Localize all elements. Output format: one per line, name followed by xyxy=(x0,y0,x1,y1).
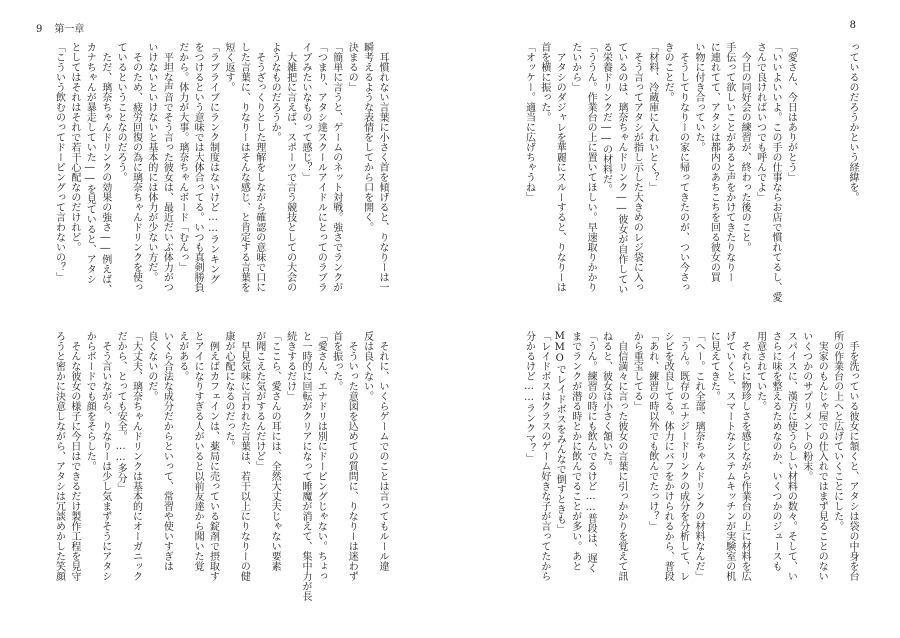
text-line: 手伝って欲しいことがあると声をかけてきたりなりー xyxy=(723,42,735,282)
text-line: と一時的に回転がクリアになって睡魔が消えて、集中力が長 xyxy=(299,331,311,601)
text-line: さんで良ければいつでも呼んでよ」 xyxy=(754,42,766,202)
text-line: 「オッケー。適当に広げちゃうね」 xyxy=(523,42,535,202)
text-line: カナちゃんが暴走していた――を見ていると、アタシ xyxy=(84,42,96,284)
text-line: さらに味を整えるためなのか、いくつかのジュースも xyxy=(769,331,781,571)
text-line: した言葉に、りなりーはそんな感じ、と肯定する言葉を xyxy=(238,42,250,292)
text-line: 平坦な声音でそう言った彼女は、最近だいぶ体力がつ xyxy=(161,42,173,292)
right-page-lower-text xyxy=(488,331,860,605)
text-line: 短く返す。 xyxy=(222,42,234,92)
text-line: 用意されていた。 xyxy=(754,331,766,411)
text-line: からボードでも顔をそらした。 xyxy=(84,331,96,471)
text-line: 決まるの」 xyxy=(346,42,358,92)
text-line: そのため、疲労回復の為に璃奈ちゃんドリンクを使っ xyxy=(130,42,142,292)
text-line: 「レイドボスはクラスのゲーム好きな子が言ってたから xyxy=(538,331,550,581)
text-line: それらに物珍しさを感じながら作業台の上に材料を広 xyxy=(739,331,751,581)
text-line: 耳慣れない言葉に小さく首を傾げると、りなりーは一 xyxy=(377,42,388,292)
chapter-title: 第一章 xyxy=(54,24,85,35)
text-line: MMOでレイドボスをみんなで倒すときも」 xyxy=(554,331,566,534)
text-line: 「簡単に言うと、ゲームのネット対戦。強さでランクが xyxy=(330,42,342,292)
text-line: 「愛さん、今日はありがとう」 xyxy=(785,42,797,182)
text-line: 「ラブライブにランク制度はないけど……ランキング xyxy=(207,42,219,284)
text-line: そう言ってアタシが指し示した大きめのレジ袋に入っ xyxy=(631,42,643,292)
text-line: 「ここら、愛さんの耳には、全然大丈夫じゃない要素 xyxy=(269,331,281,571)
text-line: が聞こえた気がするんだけど」 xyxy=(253,331,265,471)
text-line: い物に付き合っていた。 xyxy=(692,42,704,152)
text-line: 「いいよいいよ。この手の仕事ならお店で慣れてるし、愛 xyxy=(769,42,781,302)
text-line: 「材料、冷蔵庫に入れいとく？」 xyxy=(646,42,658,192)
text-line: 反は良くない。 xyxy=(361,331,373,401)
text-line: ただ、璃奈ちゃんドリンクの効果の強さ――例えば、 xyxy=(99,42,111,294)
text-line: とアイになりすぎる人がいると以前友達から聞いた覚 xyxy=(192,331,204,571)
text-line: ているということなのだろう。 xyxy=(115,42,127,182)
text-line: そうざっくりとした理解をしながら確認の意味で口に xyxy=(253,42,265,292)
text-line: だから、とっても安全。……多分」 xyxy=(115,331,127,493)
text-line: シピを改良してる。体力にバフをかけられるから、普段 xyxy=(662,331,674,581)
text-line: 大雑把に言えば、スポーツで言う競技としての大会の xyxy=(284,42,296,292)
text-line: 首を振った。 xyxy=(330,331,342,391)
text-line: 「うん。既存のエナジードリンクの成分を分析して、レ xyxy=(677,331,689,581)
text-line xyxy=(829,42,844,314)
right-page-number: 8 xyxy=(849,20,856,31)
right-page-upper-text xyxy=(488,42,860,314)
text-line: に見えてきた。 xyxy=(708,331,720,401)
text-line: 手を洗っている彼女に頷くと、アタシは袋の中身を台 xyxy=(847,331,858,581)
text-line: っているのだろうかという経緯を。 xyxy=(847,42,858,202)
left-page-lower-text xyxy=(48,331,390,605)
text-line: スパイスに、漢方に使うらしい材料の数々。そして、い xyxy=(785,331,797,581)
text-line: いくら合法な成分だからといって、常習や使いすぎは xyxy=(161,331,173,571)
text-line: ているのは、璃奈ちゃんドリンク――彼女が自作してい xyxy=(615,42,627,294)
left-page-upper-text xyxy=(48,42,390,314)
text-line: そんな彼女の様子に今日はできるだけ製作工程を見守 xyxy=(68,331,80,581)
text-line: 「大丈夫、璃奈ちゃんドリンクは基本的にオーガニック xyxy=(130,331,142,581)
text-line: 続きするだけ」 xyxy=(284,331,296,401)
left-folio xyxy=(36,20,84,35)
text-line: としてはそれはそれで若干心配なのだけれど。 xyxy=(68,42,80,252)
text-line: そういった意図を込めての質問に、りなりーは迷わず xyxy=(346,331,358,581)
text-line: そうしてりなりーの家に帰ってきたのが、つい今さっ xyxy=(677,42,689,292)
text-line: 康が心配になるのだった。 xyxy=(222,331,234,451)
right-page xyxy=(450,0,900,638)
text-line: 「つまり、アタシ達スクールアイドルにとってのラブラ xyxy=(315,42,327,292)
text-line: までランクが潜る時とかに飲んでることが多い。あと xyxy=(569,331,581,571)
text-line: 「あれ、練習の時以外でも飲んでたっけ？」 xyxy=(646,331,658,531)
text-line: ようなものだろうか。 xyxy=(269,42,281,142)
text-line: だから。体力が大事。璃奈ちゃんボード「むんっ」 xyxy=(176,42,188,272)
text-line: 「うん。練習の時にも飲んでるけど……普段は、遅く xyxy=(585,331,597,573)
text-line: 「こういう飲むのってドーピングって言わないの？」 xyxy=(53,42,65,282)
text-line xyxy=(798,42,813,314)
text-line: そう言いながら、りなりーは少し気まずそうにアタシ xyxy=(99,331,111,581)
text-line: 分かるけど……ランクマ？」 xyxy=(523,331,535,463)
text-line: に連れてて、アタシは都内のあちこちを回る彼女の買 xyxy=(708,42,720,282)
text-line: えがある。 xyxy=(176,331,188,381)
text-line: ねると、彼女は小さく頷いた。 xyxy=(600,331,612,471)
text-line: げていくと、スマートなシステムキッチンが実験室の机 xyxy=(723,331,735,581)
text-line: 瞬考えるような表情をしてから口を開く。 xyxy=(361,42,373,232)
text-line: 実家のもんじゃ屋での仕入れではまず見ることのない xyxy=(816,331,828,581)
text-line: 良くないのだ。 xyxy=(145,331,157,401)
text-line: アタシのダジャレを華麗にスルーすると、りなりーは xyxy=(554,42,566,292)
text-line: いけないといけないと基本的には体力が少ない方だ。 xyxy=(145,42,157,282)
left-page-number: 9 xyxy=(36,24,43,35)
text-line: きのことだ。 xyxy=(662,42,674,102)
text-line: をつけるという意味では大体合ってる。いつも真剣勝負 xyxy=(192,42,204,292)
text-line: 今日の同好会の練習が、終わった後のこと。 xyxy=(739,42,751,252)
text-line: から重宝してる」 xyxy=(631,331,643,411)
text-line: 「愛さん、エナドリは別にドーピングじゃない。ちょっ xyxy=(315,331,327,581)
text-line: 例えばカフェインは、薬局に売っている錠剤で摂取す xyxy=(207,331,219,581)
text-line: る栄養ドリンクだ――の材料だ。 xyxy=(600,42,612,194)
text-line: イブみたいなものって感じ？」 xyxy=(299,42,311,182)
text-line: 所の作業台の上へと広げていくことにした。 xyxy=(831,331,843,531)
text-line xyxy=(814,42,829,314)
text-line: 「へー。これ全部、璃奈ちゃんドリンクの材料なんだ」 xyxy=(692,331,704,581)
text-line: それに、いくらゲームでのことは言ってもルール違 xyxy=(377,331,388,571)
text-line: 首を横に振った。 xyxy=(538,42,550,122)
text-line: ろうと密かに決意しながら、アタシは冗談めかした笑顔 xyxy=(53,331,65,581)
text-line: いくつかのサプリメントの粉末。 xyxy=(800,331,812,481)
text-line: 早見気味に言われた言葉は、若干以上にりなりーの健 xyxy=(238,331,250,581)
right-folio xyxy=(850,20,856,31)
text-line: たいから」 xyxy=(569,42,581,92)
text-line: 「ううん。作業台の上に置いてほしい。早速取りかかり xyxy=(585,42,597,292)
text-line: 自信満々に言った彼女の言葉に引っかかりを覚えて訊 xyxy=(615,331,627,581)
